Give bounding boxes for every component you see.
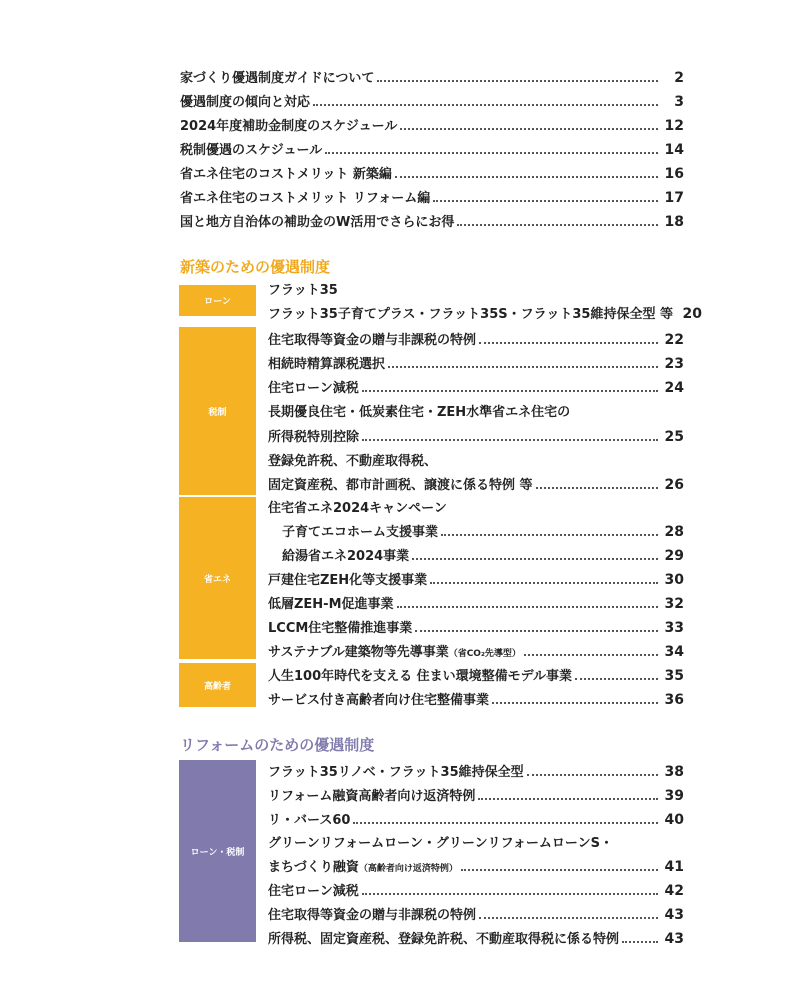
toc-item-label: 所得税特別控除 xyxy=(268,430,360,445)
toc-item-page: 12 xyxy=(664,118,684,134)
toc-item-label: 税制優遇のスケジュール xyxy=(180,143,323,158)
toc-item-page: 33 xyxy=(664,620,684,636)
toc-item-label: 省エネ住宅のコストメリット 新築編 xyxy=(180,167,392,182)
leader-dots xyxy=(492,702,658,704)
toc-item-page: 39 xyxy=(664,788,684,804)
toc-item-label: 家づくり優遇制度ガイドについて xyxy=(180,71,375,86)
toc-item-label: グリーンリフォームローン・グリーンリフォームローンS・ xyxy=(268,836,614,851)
toc-item[interactable] xyxy=(268,350,684,372)
toc-item-label: 国と地方自治体の補助金のW活用でさらにお得 xyxy=(180,215,455,230)
toc-item-page: 42 xyxy=(664,883,684,899)
leader-dots xyxy=(479,917,658,919)
toc-item[interactable] xyxy=(268,829,684,851)
toc-item-label: リフォーム融資高齢者向け返済特例 xyxy=(268,789,476,804)
toc-item[interactable] xyxy=(268,806,684,828)
section-title-reform: リフォームのための優遇制度 xyxy=(180,736,375,754)
leader-dots xyxy=(415,630,658,632)
toc-item-label: フラット35リノベ・フラット35維持保全型 xyxy=(268,765,524,780)
toc-item-label: 登録免許税、不動産取得税、 xyxy=(268,454,438,469)
toc-item[interactable] xyxy=(180,136,684,158)
toc-item[interactable] xyxy=(268,901,684,923)
leader-dots xyxy=(478,798,658,800)
toc-item-page: 38 xyxy=(664,764,684,780)
toc-item-page: 32 xyxy=(664,596,684,612)
toc-item-page: 20 xyxy=(682,306,702,322)
leader-dots xyxy=(527,774,658,776)
leader-dots xyxy=(325,152,658,154)
category-tag-loan-tax xyxy=(179,760,256,942)
toc-item-page: 34 xyxy=(664,644,684,660)
toc-item-label: 所得税、固定資産税、登録免許税、不動産取得税に係る特例 xyxy=(268,932,620,947)
toc-item[interactable] xyxy=(268,853,684,875)
leader-dots xyxy=(412,558,658,560)
toc-item[interactable] xyxy=(268,590,684,612)
leader-dots xyxy=(536,487,658,489)
toc-item[interactable] xyxy=(268,758,684,780)
toc-item-page: 17 xyxy=(664,190,684,206)
toc-item[interactable] xyxy=(282,542,684,564)
toc-item-page: 3 xyxy=(674,94,684,110)
category-label: 税制 xyxy=(208,407,227,418)
toc-item-page: 36 xyxy=(664,692,684,708)
toc-item[interactable] xyxy=(180,208,684,230)
leader-dots xyxy=(362,439,658,441)
toc-item-label: 長期優良住宅・低炭素住宅・ZEH水準省エネ住宅の xyxy=(268,405,571,420)
toc-item-label: 戸建住宅ZEH化等支援事業 xyxy=(268,573,428,588)
toc-item-label: 給湯省エネ2024事業 xyxy=(282,549,410,564)
leader-dots xyxy=(461,869,658,871)
toc-item-label: フラット35 xyxy=(268,283,338,298)
toc-item-label: 住宅取得等資金の贈与非課税の特例 xyxy=(268,333,477,348)
toc-item-page: 26 xyxy=(664,477,684,493)
toc-item[interactable] xyxy=(268,686,684,708)
category-tag-loan xyxy=(179,285,256,316)
leader-dots xyxy=(388,366,658,368)
toc-item-page: 2 xyxy=(674,70,684,86)
toc-item-page: 43 xyxy=(664,907,684,923)
toc-item-page: 23 xyxy=(664,356,684,372)
category-label: ローン・税制 xyxy=(190,847,245,858)
section-title-new-build: 新築のための優遇制度 xyxy=(180,258,331,276)
toc-item-label: 人生100年時代を支える 住まい環境整備モデル事業 xyxy=(268,669,573,684)
toc-item-page: 24 xyxy=(664,380,684,396)
toc-item-label-main: サステナブル建築物等先導事業 xyxy=(268,645,449,660)
leader-dots xyxy=(524,654,658,656)
toc-item[interactable] xyxy=(268,447,684,469)
toc-item-label: 低層ZEH-M促進事業 xyxy=(268,597,394,612)
toc-item-page: 25 xyxy=(664,429,684,445)
toc-item-label: 住宅取得等資金の贈与非課税の特例 xyxy=(268,908,477,923)
toc-item[interactable] xyxy=(268,877,684,899)
toc-item-page: 35 xyxy=(664,668,684,684)
toc-item[interactable] xyxy=(268,276,684,298)
toc-item-label: 住宅ローン減税 xyxy=(268,884,359,899)
toc-item[interactable] xyxy=(282,518,684,540)
toc-item-page: 43 xyxy=(664,931,684,947)
category-label: 省エネ xyxy=(203,574,231,585)
toc-item[interactable] xyxy=(268,398,684,420)
category-label: 高齢者 xyxy=(203,681,231,692)
leader-dots xyxy=(377,80,658,82)
toc-item-label: サービス付き高齢者向け住宅整備事業 xyxy=(268,693,490,708)
toc-item-label xyxy=(268,641,521,660)
leader-dots xyxy=(353,822,658,824)
toc-item-sublabel: （高齢者向け返済特例） xyxy=(358,864,458,874)
toc-item[interactable] xyxy=(180,112,684,134)
toc-item-sublabel: （省CO₂先導型） xyxy=(448,649,521,659)
toc-item-label: 省エネ住宅のコストメリット リフォーム編 xyxy=(180,191,431,206)
toc-item-label: 住宅省エネ2024キャンペーン xyxy=(268,501,447,516)
toc-item[interactable] xyxy=(268,925,684,947)
toc-item[interactable] xyxy=(268,662,684,684)
leader-dots xyxy=(622,941,658,943)
leader-dots xyxy=(457,224,658,226)
toc-item-label xyxy=(268,856,458,875)
toc-item-page: 16 xyxy=(664,166,684,182)
toc-item[interactable] xyxy=(268,638,684,660)
toc-item-label: 住宅ローン減税 xyxy=(268,381,359,396)
toc-item[interactable] xyxy=(180,88,684,110)
toc-item-page: 30 xyxy=(664,572,684,588)
toc-item[interactable] xyxy=(268,782,684,804)
toc-item[interactable] xyxy=(268,614,684,636)
leader-dots xyxy=(395,176,658,178)
leader-dots xyxy=(362,893,658,895)
toc-item-label: 優遇制度の傾向と対応 xyxy=(180,95,311,110)
toc-item-label: 子育てエコホーム支援事業 xyxy=(282,525,439,540)
leader-dots xyxy=(575,678,658,680)
toc-item[interactable] xyxy=(180,64,684,86)
toc-item[interactable] xyxy=(180,160,684,182)
toc-item[interactable] xyxy=(268,326,684,348)
toc-item-page: 22 xyxy=(664,332,684,348)
leader-dots xyxy=(430,582,658,584)
toc-item-page: 40 xyxy=(664,812,684,828)
leader-dots xyxy=(397,606,658,608)
category-tag-elderly xyxy=(179,663,256,707)
toc-item[interactable] xyxy=(180,184,684,206)
toc-item[interactable] xyxy=(268,423,684,445)
toc-item-label-main: まちづくり融資 xyxy=(268,860,359,875)
leader-dots xyxy=(362,390,658,392)
toc-item-label: リ・バース60 xyxy=(268,813,351,828)
toc-item-page: 28 xyxy=(664,524,684,540)
leader-dots xyxy=(433,200,658,202)
toc-item-label: 固定資産税、都市計画税、譲渡に係る特例 等 xyxy=(268,478,533,493)
category-label: ローン xyxy=(204,297,231,307)
leader-dots xyxy=(313,104,658,106)
toc-item-label: フラット35子育てプラス・フラット35S・フラット35維持保全型 等 xyxy=(268,307,673,322)
leader-dots xyxy=(400,128,658,130)
toc-item[interactable] xyxy=(268,471,684,493)
toc-item[interactable] xyxy=(268,494,684,516)
toc-item[interactable] xyxy=(268,374,684,396)
category-tag-tax xyxy=(179,327,256,495)
toc-item-page: 29 xyxy=(664,548,684,564)
leader-dots xyxy=(479,342,658,344)
toc-item[interactable] xyxy=(268,566,684,588)
toc-item[interactable] xyxy=(268,300,702,322)
toc-item-label: 相続時精算課税選択 xyxy=(268,357,386,372)
leader-dots xyxy=(441,534,658,536)
toc-item-label: LCCM住宅整備推進事業 xyxy=(268,621,413,636)
toc-item-label: 2024年度補助金制度のスケジュール xyxy=(180,119,398,134)
toc-item-page: 41 xyxy=(664,859,684,875)
toc-item-page: 18 xyxy=(664,214,684,230)
category-tag-energy-saving xyxy=(179,497,256,659)
toc-item-page: 14 xyxy=(664,142,684,158)
